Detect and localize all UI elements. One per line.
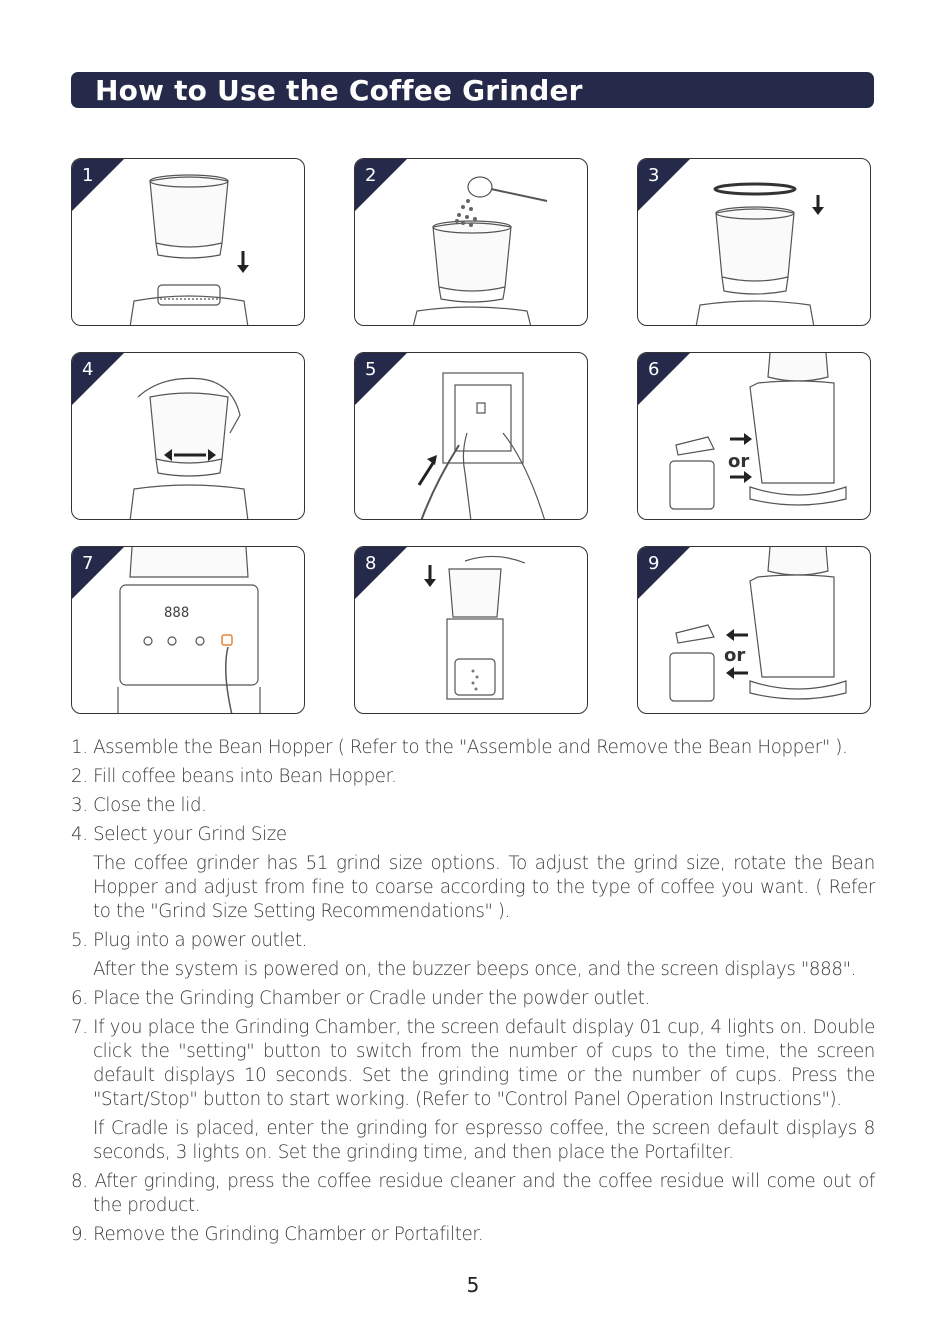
step-badge bbox=[355, 547, 407, 599]
step-badge bbox=[638, 159, 690, 211]
or-label: or bbox=[728, 451, 750, 472]
instruction-step-5-detail: After the system is powered on, the buzzer beeps once, and the screen displays "888". bbox=[93, 959, 857, 980]
step-panel-3 bbox=[637, 158, 871, 326]
step-number: 2 bbox=[365, 165, 377, 186]
instruction-step-7: 7. If you place the Grinding Chamber, the screen default display 01 cup, 4 lights on. Double click the "setting" button to switch from the number of cups to the time, the screen default displays 10 seconds. Set the grinding time or the number of cups. Press the "Start/Stop" button to start working. (Refer to "Control Panel Operation Instructions"). bbox=[71, 1017, 875, 1110]
step-number: 5 bbox=[365, 359, 377, 380]
section-title-bar bbox=[71, 72, 874, 108]
step-panel-1 bbox=[71, 158, 305, 326]
step-panel-8 bbox=[354, 546, 588, 714]
step-badge bbox=[72, 547, 124, 599]
step-panel-4 bbox=[71, 352, 305, 520]
step-panel-9 bbox=[637, 546, 871, 714]
instruction-step-2: 2. Fill coffee beans into Bean Hopper. bbox=[71, 766, 397, 787]
step-badge bbox=[355, 159, 407, 211]
step-panel-6 bbox=[637, 352, 871, 520]
instruction-step-4: 4. Select your Grind Size bbox=[71, 824, 287, 845]
step-panel-2 bbox=[354, 158, 588, 326]
section-title: How to Use the Coffee Grinder bbox=[95, 74, 583, 107]
instruction-step-7-detail: If Cradle is placed, enter the grinding for espresso coffee, the screen default displays 8 seconds, 3 lights on. Set the grinding time, and then place the Portafilter. bbox=[93, 1118, 875, 1163]
instruction-step-9: 9. Remove the Grinding Chamber or Portafilter. bbox=[71, 1224, 484, 1245]
step-number: 4 bbox=[82, 359, 94, 380]
instruction-step-8: 8. After grinding, press the coffee residue cleaner and the coffee residue will come out of the product. bbox=[71, 1171, 875, 1216]
instruction-step-6: 6. Place the Grinding Chamber or Cradle under the powder outlet. bbox=[71, 988, 650, 1009]
instruction-step-1: 1. Assemble the Bean Hopper ( Refer to the "Assemble and Remove the Bean Hopper" ). bbox=[71, 737, 848, 758]
step-panel-7 bbox=[71, 546, 305, 714]
step-badge bbox=[638, 353, 690, 405]
step-number: 9 bbox=[648, 553, 660, 574]
step-badge bbox=[72, 159, 124, 211]
page-number: 5 bbox=[466, 1273, 480, 1297]
step-badge bbox=[355, 353, 407, 405]
step-number: 8 bbox=[365, 553, 377, 574]
instruction-step-5: 5. Plug into a power outlet. bbox=[71, 930, 308, 951]
step-number: 1 bbox=[82, 165, 94, 186]
or-label: or bbox=[724, 645, 746, 666]
step-number: 3 bbox=[648, 165, 660, 186]
step-panel-5 bbox=[354, 352, 588, 520]
step-number: 7 bbox=[82, 553, 94, 574]
step-badge bbox=[72, 353, 124, 405]
display-readout: 888 bbox=[164, 605, 190, 621]
step-badge bbox=[638, 547, 690, 599]
instruction-list bbox=[71, 736, 875, 1252]
instruction-step-4-detail: The coffee grinder has 51 grind size options. To adjust the grind size, rotate the Bean Hopper and adjust from fine to coarse according to the type of coffee you want. ( Refer to the "Grind Size Setting Recommendations" ). bbox=[93, 853, 875, 922]
step-number: 6 bbox=[648, 359, 660, 380]
instruction-step-3: 3. Close the lid. bbox=[71, 795, 207, 816]
